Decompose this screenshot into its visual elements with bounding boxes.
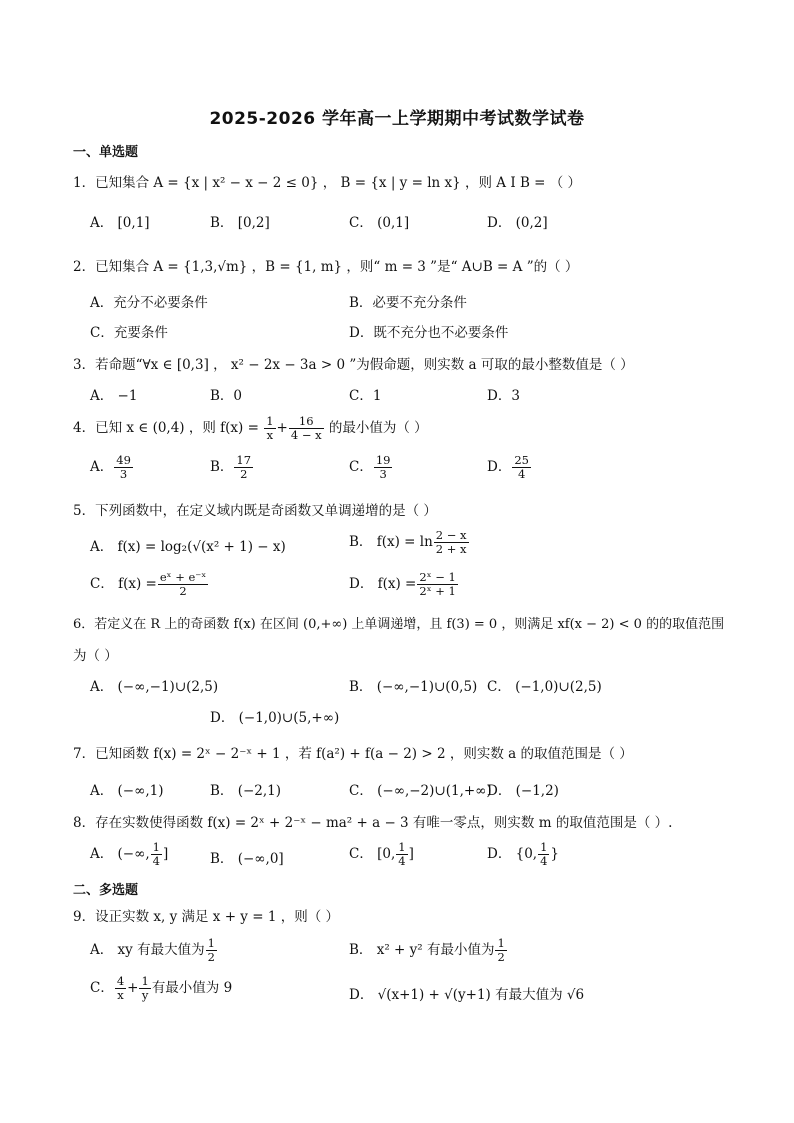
option-text: D． f(x) = — [349, 576, 417, 593]
q4-option-c[interactable] — [349, 454, 393, 481]
question-2: 2．已知集合 A = {1,3,√m} ，B = {1, m} ，则“ m = 3 ”是“ A∪B = A ”的（ ） — [73, 259, 579, 275]
numerator: eˣ + e⁻ˣ — [159, 570, 207, 584]
numerator: 2ˣ − 1 — [419, 570, 456, 584]
fraction — [264, 415, 275, 442]
numerator: 17 — [236, 453, 252, 467]
option-letter: B． — [210, 459, 234, 476]
q4-stem-pre: 4．已知 x ∈ (0,4) ，则 f(x) = — [73, 420, 259, 437]
fraction — [495, 937, 506, 964]
numerator: 16 — [289, 415, 324, 429]
q1-option-c[interactable]: C． (0,1] — [349, 215, 410, 231]
option-text: A． xy 有最大值为 — [90, 942, 205, 959]
numerator: 1 — [266, 414, 274, 428]
numerator: 1 — [398, 840, 406, 854]
q4-option-d[interactable] — [487, 454, 532, 481]
q5-option-b[interactable] — [349, 529, 470, 556]
q1-option-d[interactable]: D． (0,2] — [487, 215, 548, 231]
q6-option-d[interactable]: D． (−1,0)∪(5,+∞) — [210, 710, 340, 726]
q2-option-c[interactable]: C．充要条件 — [90, 325, 168, 341]
q1-option-b[interactable]: B． [0,2] — [210, 215, 270, 231]
question-4: 4．已知 x ∈ (0,4) ，则 f(x) = $\frac{1}{x}$ + $\frac{16}{4 - x}$ 的最小值为（ ） — [73, 414, 428, 443]
denominator: 4 − x — [290, 428, 322, 443]
option-letter: C． — [349, 459, 373, 476]
fraction — [151, 841, 162, 868]
fraction — [538, 841, 549, 868]
fraction — [512, 454, 531, 481]
q6-option-a[interactable]: A． (−∞,−1)∪(2,5) — [90, 679, 219, 695]
q1-option-a[interactable]: A． [0,1] — [90, 215, 150, 231]
fraction — [114, 454, 133, 481]
fraction — [234, 454, 253, 481]
q7-option-b[interactable]: B． (−2,1) — [210, 783, 282, 799]
denominator: 2 + x — [435, 542, 467, 557]
option-text: ] — [408, 846, 414, 863]
question-5: 5．下列函数中，在定义域内既是奇函数又单调递增的是（ ） — [73, 503, 437, 519]
q3-option-d[interactable]: D．3 — [487, 388, 520, 404]
fraction — [289, 415, 324, 442]
numerator: 2 − x — [435, 528, 467, 542]
q8-option-b[interactable]: B． (−∞,0] — [210, 851, 284, 867]
option-text: A． (−∞, — [90, 846, 150, 863]
denominator: x — [266, 428, 274, 443]
denominator: x — [117, 988, 124, 1003]
option-text: B． f(x) = ln — [349, 534, 433, 551]
fraction — [434, 529, 469, 556]
q9-option-d[interactable]: D． √(x+1) + √(y+1) 有最大值为 √6 — [349, 987, 585, 1003]
section-multi-choice: 二、多选题 — [73, 883, 139, 898]
fraction — [158, 571, 208, 598]
fraction — [115, 975, 126, 1002]
fraction — [374, 454, 393, 481]
denominator: 4 — [152, 854, 160, 869]
numerator: 1 — [207, 936, 215, 950]
numerator: 4 — [116, 974, 125, 988]
denominator: 3 — [119, 467, 128, 482]
page-title: 2025-2026 学年高一上学期期中考试数学试卷 — [209, 109, 585, 129]
q4-option-a[interactable] — [90, 454, 134, 481]
q9-option-a[interactable] — [90, 937, 218, 964]
option-text: 有最小值为 9 — [151, 980, 233, 997]
denominator: 4 — [540, 854, 548, 869]
numerator: 1 — [152, 840, 160, 854]
q4-stem-post: 的最小值为（ ） — [328, 420, 428, 437]
numerator: 19 — [375, 453, 391, 467]
option-text: D． {0, — [487, 846, 538, 863]
question-7: 7．已知函数 f(x) = 2ˣ − 2⁻ˣ + 1 ，若 f(a²) + f(a − 2) > 2 ，则实数 a 的取值范围是（ ） — [73, 746, 633, 762]
q4-option-b[interactable] — [210, 454, 254, 481]
denominator: 2 — [179, 584, 187, 599]
denominator: 2 — [240, 467, 248, 482]
numerator: 1 — [540, 840, 548, 854]
q8-option-d[interactable] — [487, 841, 559, 868]
q5-option-d[interactable] — [349, 571, 459, 598]
q5-option-a[interactable]: A． f(x) = log₂(√(x² + 1) − x) — [90, 539, 286, 555]
denominator: 4 — [517, 467, 526, 482]
option-text: B． x² + y² 有最小值为 — [349, 942, 495, 959]
question-3: 3．若命题“∀x ∈ [0,3] ， x² − 2x − 3a > 0 ”为假命题，则实数 a 可取的最小整数值是（ ） — [73, 357, 634, 373]
q7-option-c[interactable]: C． (−∞,−2)∪(1,+∞) — [349, 783, 492, 799]
denominator: 2 — [207, 950, 215, 965]
q8-option-c[interactable] — [349, 841, 414, 868]
option-text: C． f(x) = — [90, 576, 157, 593]
q2-option-b[interactable]: B．必要不充分条件 — [349, 295, 467, 311]
option-text: C． — [90, 980, 114, 997]
q3-option-c[interactable]: C．1 — [349, 388, 382, 404]
question-1: 1．已知集合 A = {x | x² − x − 2 ≤ 0} ， B = {x | y = ln x} ，则 A I B = （ ） — [73, 175, 582, 191]
q6-option-b[interactable]: B． (−∞,−1)∪(0,5) — [349, 679, 478, 695]
q3-option-a[interactable]: A． −1 — [90, 388, 138, 404]
question-6-line-2: 为（ ） — [73, 648, 118, 664]
numerator: 1 — [141, 974, 149, 988]
option-text: ] — [162, 846, 169, 863]
q6-option-c[interactable]: C． (−1,0)∪(2,5) — [487, 679, 602, 695]
denominator: 2ˣ + 1 — [419, 584, 456, 599]
fraction — [396, 841, 407, 868]
option-text: } — [550, 846, 560, 863]
denominator: 4 — [398, 854, 406, 869]
q7-option-a[interactable]: A． (−∞,1) — [90, 783, 164, 799]
q9-option-b[interactable] — [349, 937, 508, 964]
q3-option-b[interactable]: B．0 — [210, 388, 243, 404]
denominator: 2 — [497, 950, 505, 965]
option-text: C． [0, — [349, 846, 396, 863]
q5-option-c[interactable] — [90, 571, 209, 598]
q9-option-c[interactable]: C． $\frac{4}{x}$ + $\frac{1}{y}$ 有最小值为 9 — [90, 974, 233, 1003]
fraction — [417, 571, 457, 598]
q8-option-a[interactable] — [90, 841, 168, 868]
numerator: 25 — [514, 453, 529, 467]
section-single-choice: 一、单选题 — [73, 145, 139, 160]
numerator: 1 — [497, 936, 505, 950]
question-9: 9．设正实数 x, y 满足 x + y = 1 ，则（ ） — [73, 909, 339, 925]
question-8: 8．存在实数使得函数 f(x) = 2ˣ + 2⁻ˣ − ma² + a − 3 有唯一零点，则实数 m 的取值范围是（ ）. — [73, 815, 673, 831]
q7-option-d[interactable]: D． (−1,2) — [487, 783, 559, 799]
numerator: 49 — [116, 453, 131, 467]
fraction — [206, 937, 217, 964]
fraction — [139, 975, 150, 1002]
option-letter: D． — [487, 459, 512, 476]
q2-option-a[interactable]: A．充分不必要条件 — [90, 295, 208, 311]
question-6-line-1: 6．若定义在 R 上的奇函数 f(x) 在区间 (0,+∞) 上单调递增，且 f(3) = 0 ，则满足 xf(x − 2) < 0 的的取值范围 — [73, 617, 725, 632]
q2-option-d[interactable]: D．既不充分也不必要条件 — [349, 325, 509, 341]
denominator: y — [141, 988, 149, 1003]
denominator: 3 — [379, 467, 387, 482]
option-letter: A． — [90, 459, 114, 476]
